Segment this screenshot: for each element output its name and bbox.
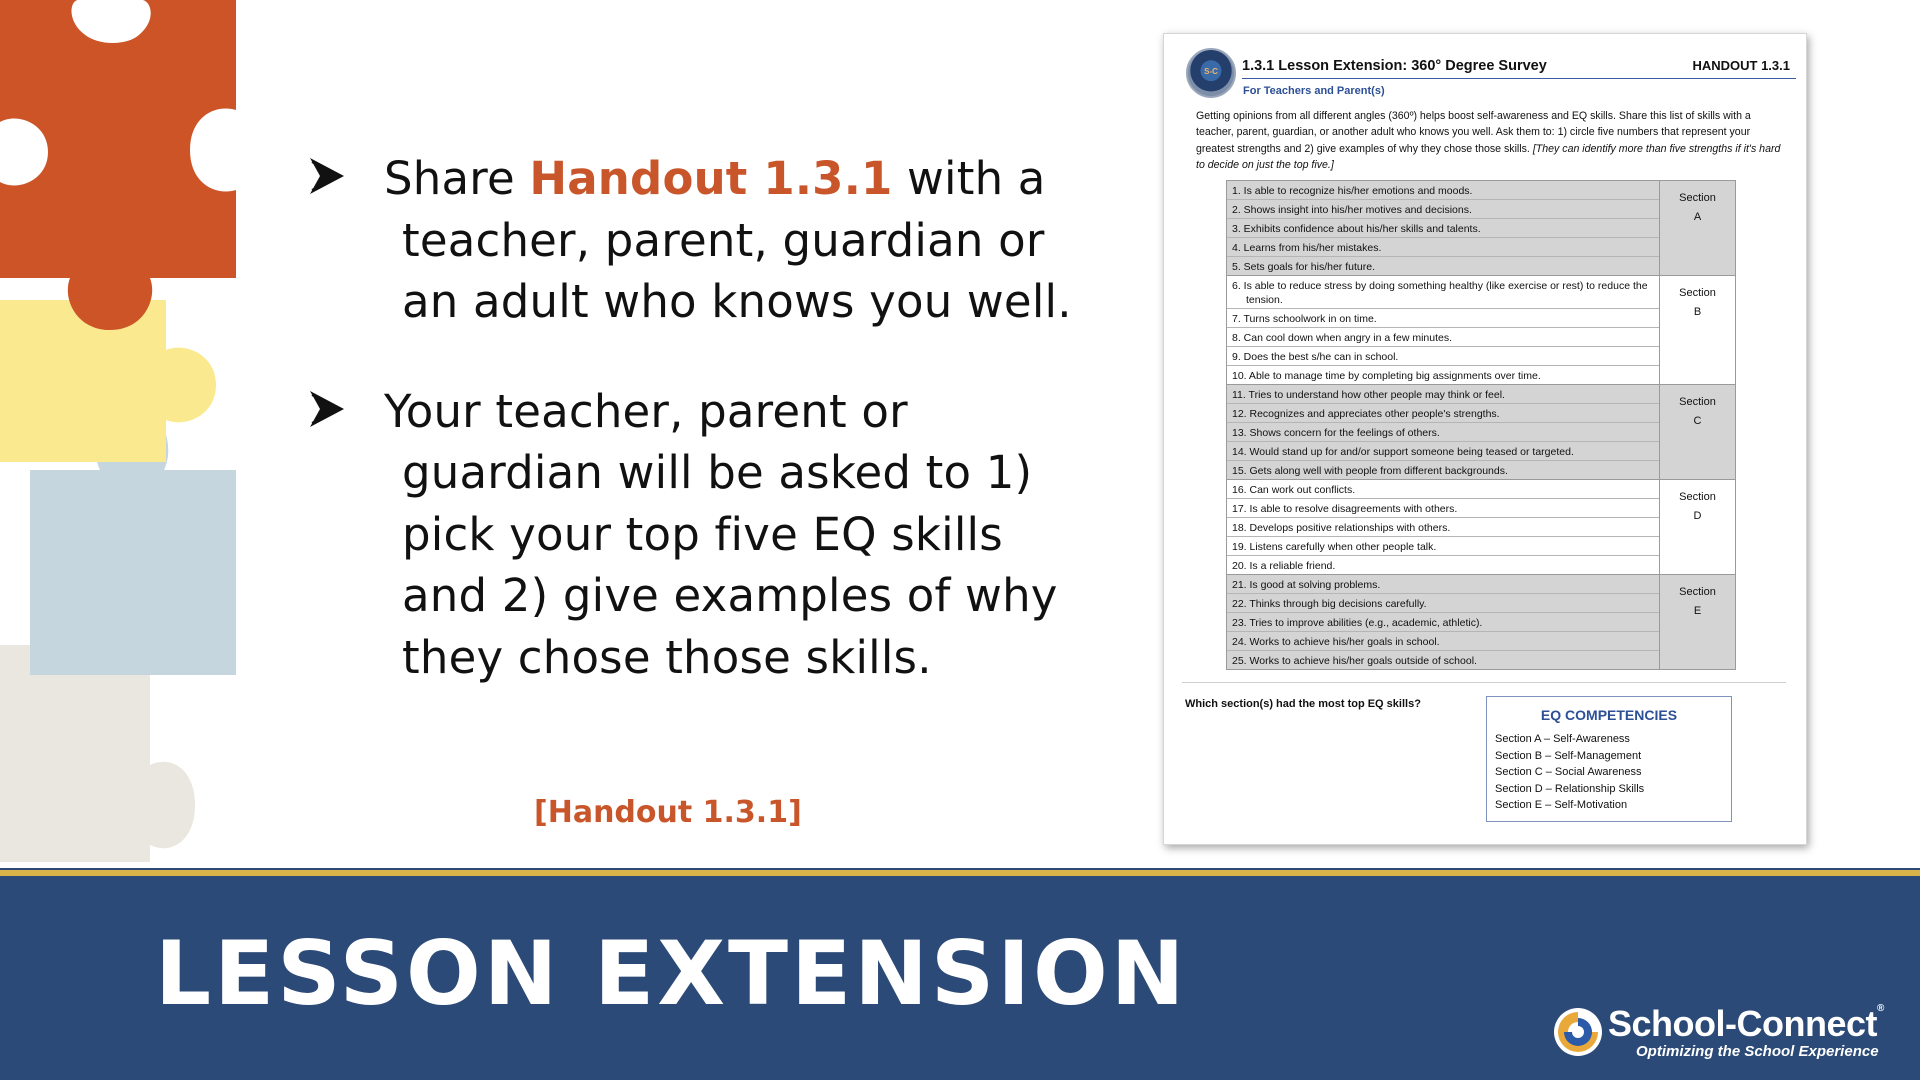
survey-item: 20. Is a reliable friend. [1232,559,1336,572]
survey-section-label [1660,385,1735,479]
survey-section-label [1660,181,1735,275]
survey-item: 2. Shows insight into his/her motives and decisions. [1227,200,1659,219]
survey-item: 17. Is able to resolve disagreements with others. [1227,499,1659,518]
survey-item: 16. Can work out conflicts. [1227,480,1659,499]
survey-section [1227,575,1735,669]
survey-item: 13. Shows concern for the feelings of others. [1227,423,1659,442]
brand-name-text: School-Connect [1608,1003,1877,1044]
survey-item: 19. Listens carefully when other people talk. [1227,537,1659,556]
section-label-letter: A [1693,211,1702,223]
competency-item: Section C – Social Awareness [1495,766,1642,778]
section-label-letter: D [1693,510,1702,522]
section-label-word: Section [1679,192,1716,204]
bullet-text: with a [892,152,1046,205]
survey-item: 10. Able to manage time by completing big assignments over time. [1232,369,1541,382]
bullet-line: guardian will be asked to 1) [402,446,1033,499]
registered-mark: ® [1877,1003,1884,1014]
survey-item: 24. Works to achieve his/her goals in school. [1227,632,1659,651]
competency-item: Section B – Self-Management [1495,749,1642,762]
handout-highlight: Handout 1.3.1 [529,152,893,205]
bullet-item-share [308,148,1108,333]
handout-intro [1196,108,1786,173]
footer-gold-line [0,870,1920,876]
survey-section-items [1227,385,1660,479]
bullet-list [308,148,1108,736]
handout-preview [1163,33,1807,845]
survey-item: 4. Learns from his/her mistakes. [1227,238,1659,257]
school-connect-seal-icon [1186,48,1236,98]
school-connect-logo-icon [1552,1006,1604,1058]
handout-title-rule [1242,78,1796,79]
survey-section-items [1227,575,1660,669]
survey-item: 18. Develops positive relationships with others. [1227,518,1659,537]
survey-item: 12. Recognizes and appreciates other people's strengths. [1227,404,1659,423]
handout-question: Which section(s) had the most top EQ skills? [1185,698,1421,710]
bullet-line: they chose those skills. [402,630,932,684]
survey-item: 8. Can cool down when angry in a few minutes. [1227,328,1659,347]
survey-item: 22. Thinks through big decisions carefully. [1227,594,1659,613]
handout-code: HANDOUT 1.3.1 [1692,58,1790,73]
arrowhead-bullet-icon [308,156,346,196]
handout-reference: [Handout 1.3.1] [534,795,802,830]
competency-item: Section E – Self-Motivation [1495,799,1628,811]
bullet-line [384,148,1108,210]
survey-section [1227,276,1735,385]
bullet-line: teacher, parent, guardian or [402,213,1045,267]
puzzle-pieces-decoration [0,0,240,870]
survey-item: 15. Gets along well with people from different backgrounds. [1232,464,1508,477]
survey-section [1227,480,1735,575]
section-label-word: Section [1679,491,1716,503]
survey-item: 7. Turns schoolwork in on time. [1227,309,1659,328]
survey-item: 23. Tries to improve abilities (e.g., academic, athletic). [1227,613,1659,632]
section-label-word: Section [1679,586,1716,598]
survey-section [1227,385,1735,480]
seal-text: S-C [1204,67,1218,76]
eq-competencies-box [1486,696,1732,822]
arrowhead-bullet-icon [308,389,346,429]
intro-text: Getting opinions from all different angles (360º) helps boost self-awareness and EQ skills. Share this list of skills with a teacher, parent, guardian, or another adult who knows you well. Ask them to: 1) circle five numbers that represent your greatest strengths and 2) give examples of why they chose those skills. [1196,110,1751,155]
survey-item: 5. Sets goals for his/her future. [1232,260,1375,273]
handout-title: 1.3.1 Lesson Extension: 360° Degree Survey [1242,58,1547,74]
bullet-item-teacher [308,381,1108,689]
survey-item: 21. Is good at solving problems. [1227,575,1659,594]
survey-item: 11. Tries to understand how other people may think or feel. [1227,385,1659,404]
section-label-letter: C [1693,415,1702,427]
survey-item: 6. Is able to reduce stress by doing something healthy (like exercise or rest) to reduce the tension. [1227,276,1659,309]
bullet-line: and 2) give examples of why [402,569,1058,622]
survey-item: 3. Exhibits confidence about his/her skills and talents. [1227,219,1659,238]
survey-item: 25. Works to achieve his/her goals outside of school. [1232,654,1477,667]
competency-item: Section D – Relationship Skills [1495,782,1645,795]
handout-subtitle: For Teachers and Parent(s) [1243,85,1385,97]
bullet-line: pick your top five EQ skills [402,507,1003,561]
survey-section [1227,181,1735,276]
survey-item: 1. Is able to recognize his/her emotions and moods. [1227,181,1659,200]
survey-section-label [1660,480,1735,574]
competency-item: Section A – Self-Awareness [1495,733,1630,745]
intro-note: [They can identify more than five strengths if it's hard to decide on just the top five.] [1196,142,1781,171]
handout-separator [1182,682,1786,683]
brand-tagline: Optimizing the School Experience [1636,1043,1879,1060]
section-label-word: Section [1679,287,1716,299]
survey-item: 9. Does the best s/he can in school. [1227,347,1659,366]
bullet-text: Share [384,152,530,205]
survey-section-items [1227,181,1660,275]
section-label-letter: E [1693,605,1702,617]
survey-section-items [1227,480,1660,574]
brand-name [1608,1003,1884,1045]
slide-title: LESSON EXTENSION [155,922,1188,1025]
section-label-letter: B [1693,306,1702,318]
survey-item: 14. Would stand up for and/or support someone being teased or targeted. [1227,442,1659,461]
eq-competencies-title: EQ COMPETENCIES [1540,707,1678,723]
bullet-line: an adult who knows you well. [402,275,1072,328]
survey-section-items [1227,276,1660,384]
bullet-line: Your teacher, parent or [384,384,908,438]
survey-section-label [1660,575,1735,669]
survey-table [1226,180,1736,670]
school-connect-brand [1552,1003,1892,1063]
survey-section-label [1660,276,1735,384]
section-label-word: Section [1679,396,1716,408]
